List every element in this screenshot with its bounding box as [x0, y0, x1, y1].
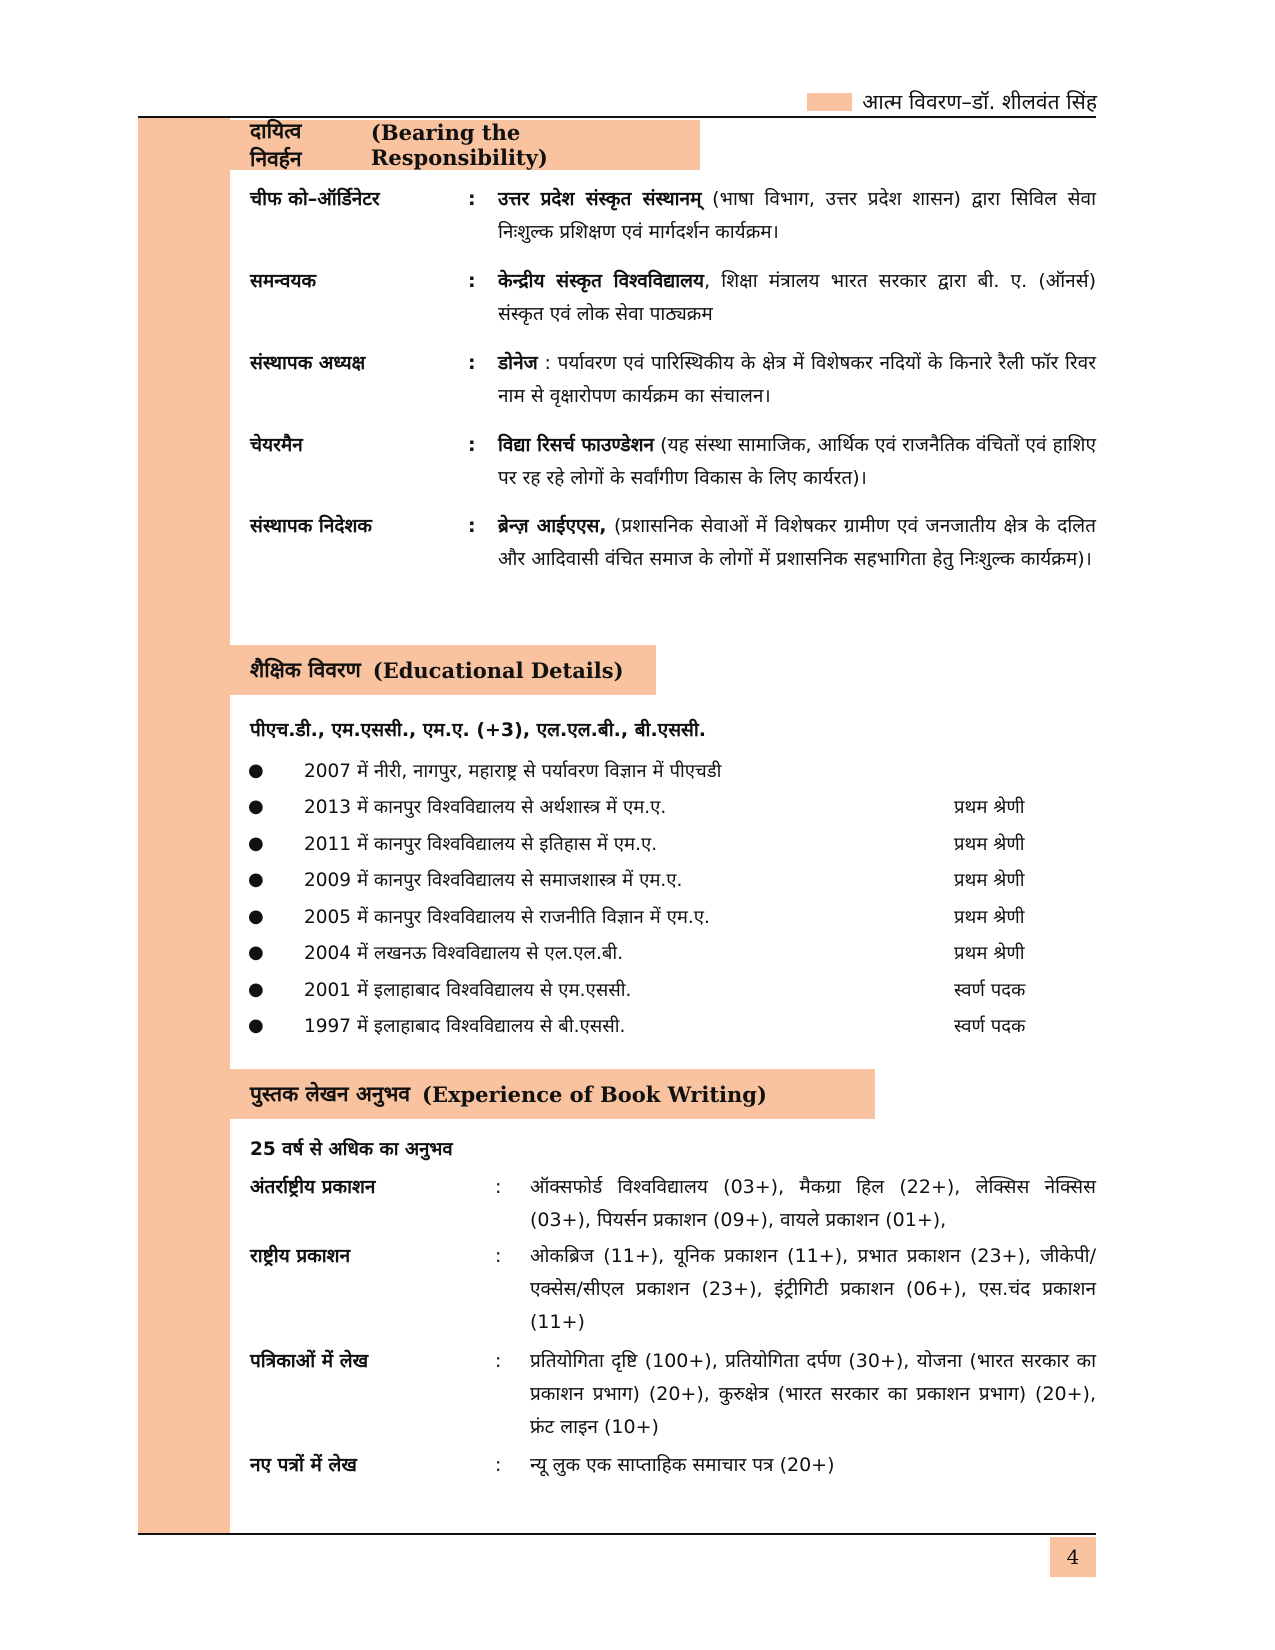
publication-description: प्रतियोगिता दृष्टि (100+), प्रतियोगिता दर्पण (30+), योजना (भारत सरकार का प्रकाशन प्रभाग) (20+), कुरुक्षेत्र (भारत सरकार का प्रकाशन प्रभाग) (20+), फ्रंट लाइन (10+)	[530, 1350, 1096, 1438]
section-heading-education	[230, 645, 656, 695]
role-description: विद्या रिसर्च फाउण्डेशन (यह संस्था सामाजिक, आर्थिक एवं राजनैतिक वंचितों एवं हाशिए पर रह रहे लोगों के सर्वांगीण विकास के लिए कार्यरत)।	[498, 434, 1096, 489]
responsibility-row	[250, 429, 1096, 495]
bullet-icon: ●	[248, 942, 264, 964]
list-item: ● 1997 में इलाहाबाद विश्वविद्यालय से बी.एससी. स्वर्ण पदक	[248, 1008, 1068, 1045]
page-header	[807, 88, 1097, 116]
colon: :	[468, 515, 476, 537]
section-title-hi: पुस्तक लेखन अनुभव	[250, 1082, 411, 1106]
bullet-icon: ●	[248, 832, 264, 854]
education-list	[248, 752, 1068, 1044]
publication-row	[250, 1449, 1096, 1482]
section-title-hi: शैक्षिक विवरण	[250, 658, 361, 682]
grade: स्वर्ण पदक	[954, 979, 1026, 1001]
bullet-icon: ●	[248, 759, 264, 781]
bottom-rule	[138, 1533, 1096, 1535]
responsibility-row	[250, 347, 1096, 413]
bullet-icon: ●	[248, 869, 264, 891]
responsibility-row	[250, 183, 1096, 249]
publication-description: ऑक्सफोर्ड विश्वविद्यालय (03+), मैकग्रा हिल (22+), लेक्सिस नेक्सिस (03+), पियर्सन प्रकाशन (09+), वायले प्रकाशन (01+),	[530, 1176, 1096, 1231]
role-label: चीफ को–ऑर्डिनेटर	[250, 188, 380, 210]
responsibility-row	[250, 265, 1096, 331]
publication-label: राष्ट्रीय प्रकाशन	[250, 1245, 351, 1267]
section-title-en: (Bearing the Responsibility)	[370, 120, 548, 170]
degree-summary: पीएच.डी., एम.एससी., एम.ए. (+3), एल.एल.बी., बी.एससी.	[250, 719, 707, 741]
org-name: डोनेज	[498, 352, 538, 374]
section-heading-books	[230, 1069, 875, 1119]
grade: प्रथम श्रेणी	[954, 943, 1025, 965]
left-accent-bar	[138, 118, 230, 1533]
colon: :	[468, 188, 476, 210]
list-item: ● 2001 में इलाहाबाद विश्वविद्यालय से एम.एससी. स्वर्ण पदक	[248, 971, 1068, 1008]
role-label: चेयरमैन	[250, 434, 303, 456]
list-item: ● 2009 में कानपुर विश्वविद्यालय से समाजशास्त्र में एम.ए. प्रथम श्रेणी	[248, 862, 1068, 899]
colon: :	[468, 434, 476, 456]
publication-label: अंतर्राष्ट्रीय प्रकाशन	[250, 1176, 376, 1198]
bullet-icon: ●	[248, 978, 264, 1000]
role-description: डोनेज : पर्यावरण एवं पारिस्थिकीय के क्षेत्र में विशेषकर नदियों के किनारे रैली फॉर रिवर नाम से वृक्षारोपण कार्यक्रम का संचालन।	[498, 352, 1096, 407]
colon: :	[495, 1245, 502, 1267]
section-title-en: (Educational Details)	[372, 657, 624, 683]
publication-row	[250, 1240, 1096, 1339]
grade: प्रथम श्रेणी	[954, 833, 1025, 855]
section-title-hi: दायित्व निवर्हन	[250, 119, 302, 171]
grade: प्रथम श्रेणी	[954, 870, 1025, 892]
role-description: केन्द्रीय संस्कृत विश्वविद्यालय, शिक्षा मंत्रालय भारत सरकार द्वारा बी. ए. (ऑनर्स) संस्कृत एवं लोक सेवा पाठ्यक्रम	[498, 270, 1096, 325]
bullet-icon: ●	[248, 905, 264, 927]
publication-label: पत्रिकाओं में लेख	[250, 1350, 369, 1372]
list-item: ● 2011 में कानपुर विश्वविद्यालय से इतिहास में एम.ए. प्रथम श्रेणी	[248, 825, 1068, 862]
page-number: 4	[1050, 1537, 1096, 1577]
colon: :	[495, 1454, 502, 1476]
org-name: ब्रेन्ज़ आईएएस,	[498, 515, 607, 537]
header-title: आत्म विवरण–डॉ. शीलवंत सिंह	[862, 90, 1097, 114]
experience-summary: 25 वर्ष से अधिक का अनुभव	[250, 1139, 453, 1160]
publication-description: न्यू लुक एक साप्ताहिक समाचार पत्र (20+)	[530, 1454, 835, 1476]
publication-description: ओकब्रिज (11+), यूनिक प्रकाशन (11+), प्रभात प्रकाशन (23+), जीकेपी/एक्सेस/सीएल प्रकाशन (23+), इंट्रीगिटी प्रकाशन (06+), एस.चंद प्रकाशन (11+)	[530, 1245, 1096, 1333]
grade: प्रथम श्रेणी	[954, 797, 1025, 819]
role-label: संस्थापक निदेशक	[250, 515, 372, 537]
list-item: ● 2013 में कानपुर विश्वविद्यालय से अर्थशास्त्र में एम.ए. प्रथम श्रेणी	[248, 789, 1068, 826]
org-name: उत्तर प्रदेश संस्कृत संस्थानम्	[498, 188, 702, 210]
section-title-en: (Experience of Book Writing)	[422, 1081, 767, 1107]
bullet-icon: ●	[248, 1015, 264, 1037]
publication-row	[250, 1345, 1096, 1444]
colon: :	[495, 1350, 502, 1372]
colon: :	[468, 352, 476, 374]
colon: :	[495, 1176, 502, 1198]
responsibility-row	[250, 510, 1096, 576]
publication-label: नए पत्रों में लेख	[250, 1454, 357, 1476]
header-swatch	[807, 93, 852, 111]
org-name: विद्या रिसर्च फाउण्डेशन	[498, 434, 655, 456]
role-description: उत्तर प्रदेश संस्कृत संस्थानम् (भाषा विभाग, उत्तर प्रदेश शासन) द्वारा सिविल सेवा निःशुल्क प्रशिक्षण एवं मार्गदर्शन कार्यक्रम।	[498, 188, 1096, 243]
list-item: ● 2004 में लखनऊ विश्वविद्यालय से एल.एल.बी. प्रथम श्रेणी	[248, 935, 1068, 972]
section-heading-responsibility	[230, 120, 700, 170]
org-name: केन्द्रीय संस्कृत विश्वविद्यालय	[498, 270, 705, 292]
publication-row	[250, 1171, 1096, 1237]
role-label: संस्थापक अध्यक्ष	[250, 352, 366, 374]
grade: स्वर्ण पदक	[954, 1016, 1026, 1038]
grade: प्रथम श्रेणी	[954, 906, 1025, 928]
colon: :	[468, 270, 476, 292]
list-item: ● 2005 में कानपुर विश्वविद्यालय से राजनीति विज्ञान में एम.ए. प्रथम श्रेणी	[248, 898, 1068, 935]
bullet-icon: ●	[248, 796, 264, 818]
role-description: ब्रेन्ज़ आईएएस, (प्रशासनिक सेवाओं में विशेषकर ग्रामीण एवं जनजातीय क्षेत्र के दलित और आदिवासी वंचित समाज के लोगों में प्रशासनिक सहभागिता हेतु निःशुल्क कार्यक्रम)।	[498, 515, 1096, 570]
list-item: ● 2007 में नीरी, नागपुर, महाराष्ट्र से पर्यावरण विज्ञान में पीएचडी	[248, 759, 722, 782]
role-label: समन्वयक	[250, 270, 317, 292]
